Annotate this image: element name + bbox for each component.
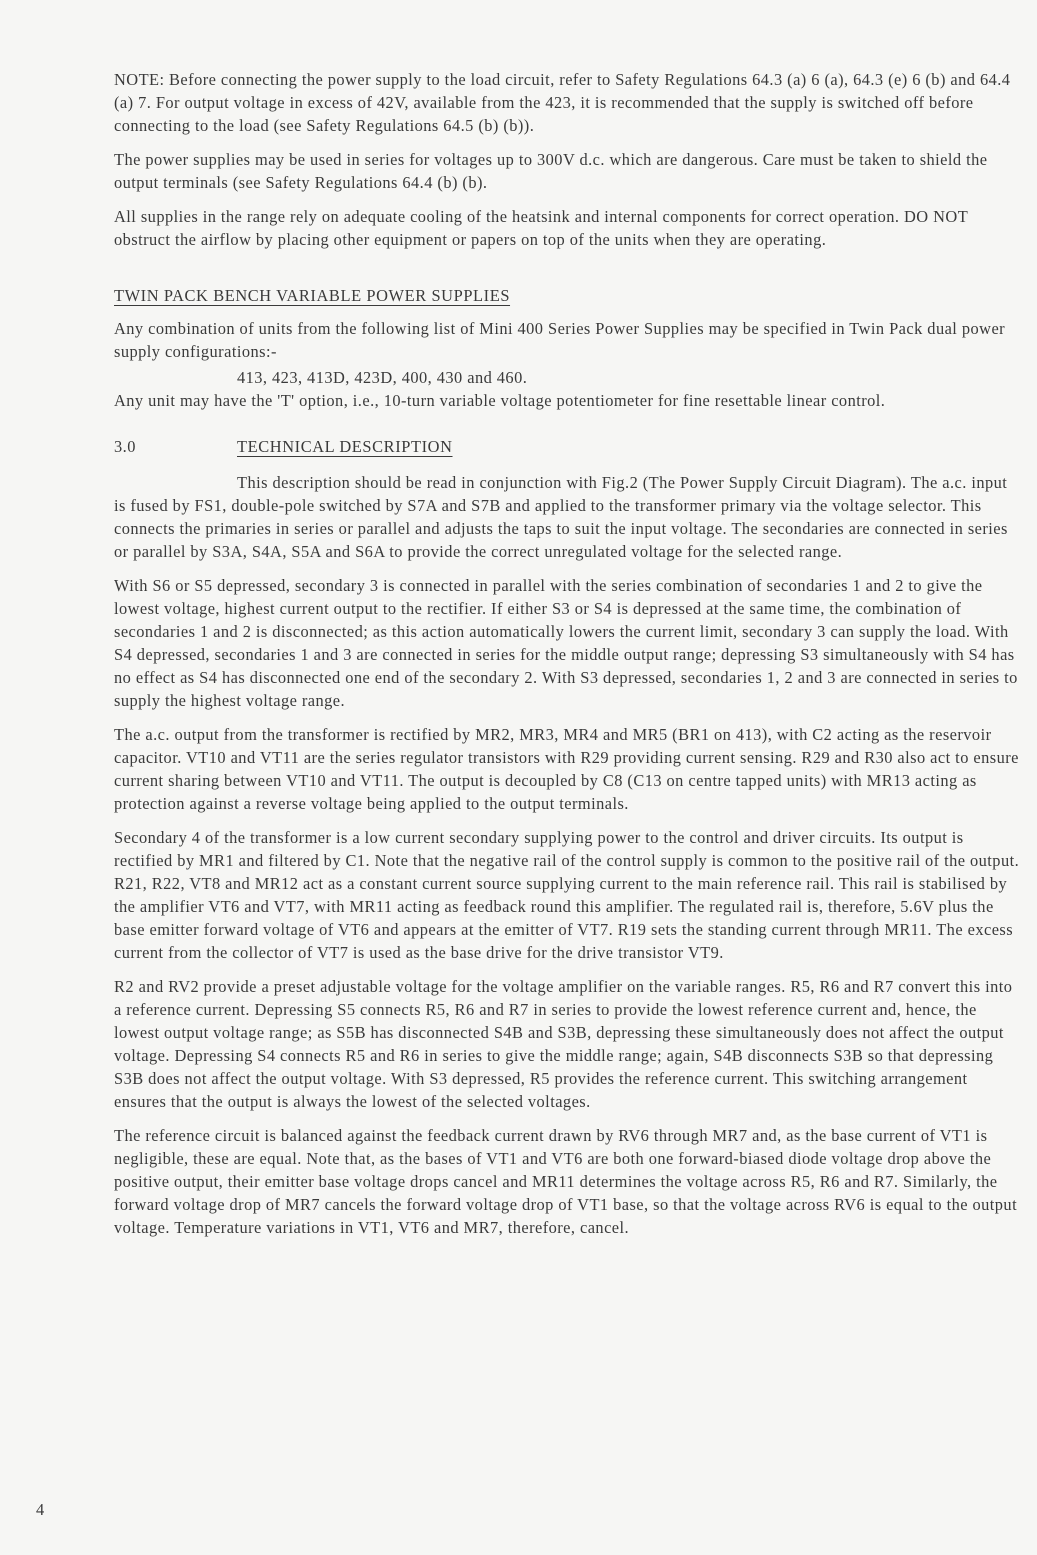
section-heading: [114, 435, 1020, 458]
tech-paragraph-6: The reference circuit is balanced against the feedback current drawn by RV6 through MR7 and, as the base current of VT1 is negligible, these are equal. Note that, as the bases of VT1 and VT6 are both one forward-biased diode voltage drop above the positive output, their emitter base voltage drops cancel and MR11 determines the voltage across R5, R6 and R7. Similarly, the forward voltage drop of MR7 cancels the forward voltage drop of VT1 base, so that the voltage across RV6 is equal to the output voltage. Temperature variations in VT1, VT6 and MR7, therefore, cancel.: [114, 1126, 1018, 1237]
tech-paragraph-1: This description should be read in conjunction with Fig.2 (The Power Supply Circuit Diagram). The a.c. input is fused by FS1, double-pole switched by S7A and S7B and applied to the transformer primary via the voltage selector. This connects the primaries in series or parallel and adjusts the taps to suit the input voltage. The secondaries are connected in series or parallel by S3A, S4A, S5A and S6A to provide the correct unregulated voltage for the selected range.: [114, 473, 1008, 561]
tech-paragraph-4: Secondary 4 of the transformer is a low current secondary supplying power to the control and driver circuits. Its output is rectified by MR1 and filtered by C1. Note that the negative rail of the control supply is common to the positive rail of the output. R21, R22, VT8 and MR12 act as a constant current source supplying current to the main reference rail. This rail is stabilised by the amplifier VT6 and VT7, with MR11 acting as feedback round this amplifier. The regulated rail is, therefore, 5.6V plus the base emitter forward voltage of VT6 and appears at the emitter of VT7. R19 sets the standing current through MR11. The excess current from the collector of VT7 is used as the base drive for the drive transistor VT9.: [114, 828, 1020, 962]
document-page: [114, 68, 1020, 1250]
cooling-paragraph: All supplies in the range rely on adequate cooling of the heatsink and internal components for correct operation. DO NOT obstruct the airflow by placing other equipment or papers on top of the units when they are operating.: [114, 207, 968, 249]
section-number: 3.0: [114, 437, 136, 456]
page-number: 4: [36, 1500, 45, 1519]
twin-pack-intro: Any combination of units from the following list of Mini 400 Series Power Supplies may be specified in Twin Pack dual power supply configurations:-: [114, 319, 1006, 361]
section-title: TECHNICAL DESCRIPTION: [237, 437, 453, 456]
safety-note: NOTE: Before connecting the power supply to the load circuit, refer to Safety Regulations 64.3 (a) 6 (a), 64.3 (e) 6 (b) and 64.4 (a) 7. For output voltage in excess of 42V, available from the 423, it is recommended that the supply is switched off before connecting to the load (see Safety Regulations 64.5 (b) (b)).: [114, 70, 1011, 135]
twin-pack-option: Any unit may have the 'T' option, i.e., 10-turn variable voltage potentiometer for fine resettable linear control.: [114, 391, 886, 410]
tech-paragraph-3: The a.c. output from the transformer is rectified by MR2, MR3, MR4 and MR5 (BR1 on 413), with C2 acting as the reservoir capacitor. VT10 and VT11 are the series regulator transistors with R29 providing current sensing. R29 and R30 also act to ensure current sharing between VT10 and VT11. The output is decoupled by C8 (C13 on centre tapped units) with MR13 acting as protection against a reverse voltage being applied to the output terminals.: [114, 725, 1019, 813]
tech-paragraph-2: With S6 or S5 depressed, secondary 3 is connected in parallel with the series combination of secondaries 1 and 2 to give the lowest voltage, highest current output to the rectifier. If either S3 or S4 is depressed at the same time, the combination of secondaries 1 and 2 is disconnected; as this action automatically lowers the current limit, secondary 3 can supply the load. With S4 depressed, secondaries 1 and 3 are connected in series for the middle output range; depressing S3 simultaneously with S4 has no effect as S4 has disconnected one end of the secondary 2. With S3 depressed, secondaries 1, 2 and 3 are connected in series to supply the highest voltage range.: [114, 576, 1018, 710]
twin-pack-models: 413, 423, 413D, 423D, 400, 430 and 460.: [237, 368, 528, 387]
series-warning-paragraph: The power supplies may be used in series for voltages up to 300V d.c. which are dangerous. Care must be taken to shield the output terminals (see Safety Regulations 64.4 (b) (b).: [114, 150, 988, 192]
twin-pack-heading: TWIN PACK BENCH VARIABLE POWER SUPPLIES: [114, 286, 511, 305]
tech-paragraph-5: R2 and RV2 provide a preset adjustable voltage for the voltage amplifier on the variable ranges. R5, R6 and R7 convert this into a reference current. Depressing S5 connects R5, R6 and R7 in series to provide the lowest reference current and, hence, the lowest output voltage range; as S5B has disconnected S4B and S3B, depressing these simultaneously does not affect the output voltage. Depressing S4 connects R5 and R6 in series to give the middle range; again, S4B disconnects S3B so that depressing S3B does not affect the output voltage. With S3 depressed, R5 provides the reference current. This switching arrangement ensures that the output is always the lowest of the selected voltages.: [114, 977, 1013, 1111]
